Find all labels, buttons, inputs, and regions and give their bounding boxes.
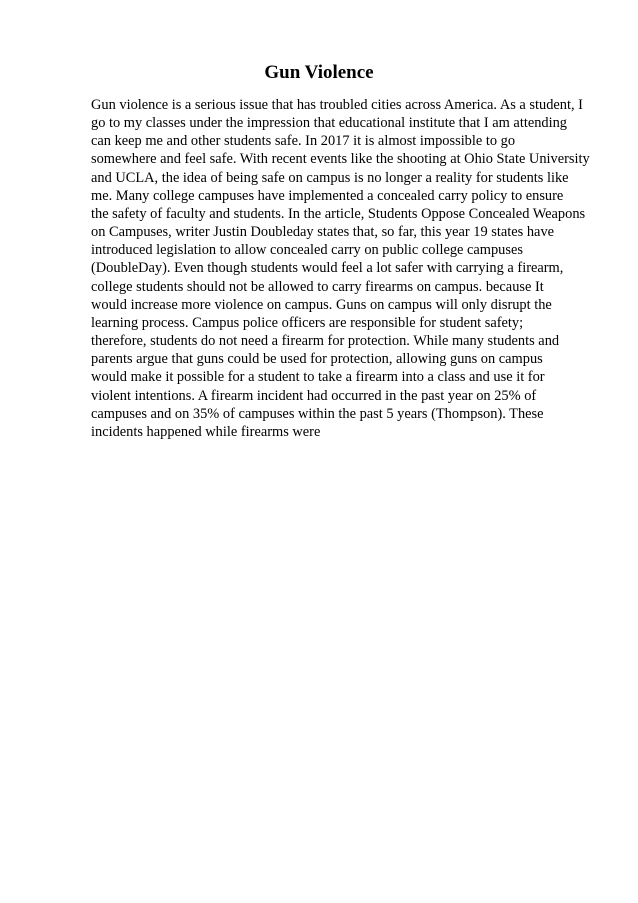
paragraph-line: me. Many college campuses have implemented a concealed carry policy to ensure [91, 187, 564, 204]
document-title: Gun Violence [264, 62, 374, 83]
paragraph-line: on Campuses, writer Justin Doubleday states that, so far, this year 19 states have [91, 224, 555, 241]
paragraph-line: learning process. Campus police officers are responsible for student safety; [91, 314, 524, 331]
paragraph-line: introduced legislation to allow concealed carry on public college campuses [91, 242, 523, 259]
paragraph-line: go to my classes under the impression that educational institute that I am attending [91, 115, 567, 132]
paragraph-line: college students should not be allowed to carry firearms on campus. because It [91, 278, 544, 295]
paragraph-line: violent intentions. A firearm incident had occurred in the past year on 25% of [91, 387, 537, 404]
paragraph-line: can keep me and other students safe. In 2017 it is almost impossible to go [91, 133, 516, 150]
paragraph-line: (DoubleDay). Even though students would feel a lot safer with carrying a firearm, [91, 260, 564, 277]
paragraph-line: would make it possible for a student to take a firearm into a class and use it for [91, 369, 545, 386]
paragraph-line: campuses and on 35% of campuses within the past 5 years (Thompson). These [91, 405, 544, 422]
paragraph-line: would increase more violence on campus. Guns on campus will only disrupt the [91, 296, 552, 313]
paragraph-line: somewhere and feel safe. With recent events like the shooting at Ohio State University [91, 151, 590, 168]
paragraph-line: the safety of faculty and students. In the article, Students Oppose Concealed Weapons [91, 205, 586, 222]
paragraph-line: Gun violence is a serious issue that has troubled cities across America. As a student, I [91, 97, 583, 113]
paragraph-line: incidents happened while firearms were [91, 423, 321, 440]
paragraph-line: therefore, students do not need a firearm for protection. While many students and [91, 333, 560, 350]
paragraph-line: and UCLA, the idea of being safe on campus is no longer a reality for students like [91, 169, 569, 186]
paragraph-line: parents argue that guns could be used for protection, allowing guns on campus [91, 351, 543, 368]
essay-paragraph [91, 96, 611, 441]
